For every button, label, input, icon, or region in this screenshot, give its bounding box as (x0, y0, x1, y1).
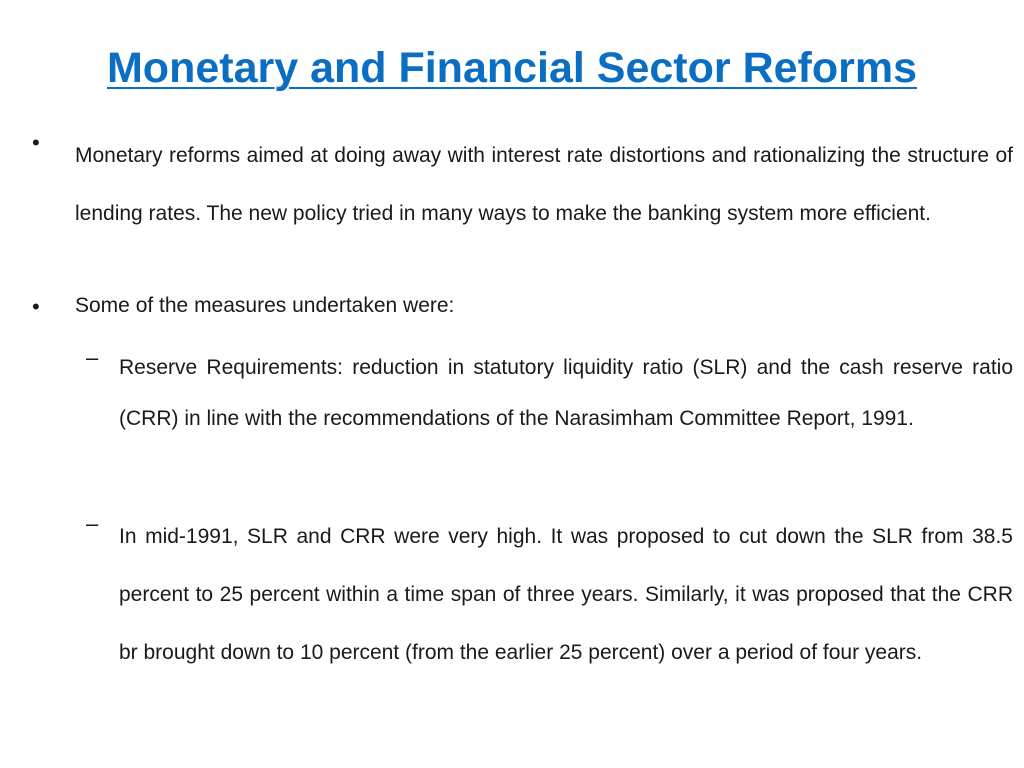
subitem-text-reserve-requirements: Reserve Requirements: reduction in statutory liquidity ratio (SLR) and the cash reserve ratio (CRR) in line with the recommendations of the Narasimham Committee Report, 1991. (119, 356, 1013, 430)
slide-title (0, 40, 1024, 96)
dash-marker: – (86, 511, 99, 536)
dash-marker: – (86, 345, 99, 370)
bullet-text-monetary-reforms: Monetary reforms aimed at doing away with interest rate distortions and rationalizing the structure of lending rates. The new policy tried in many ways to make the banking system more efficient. (75, 144, 1013, 225)
bullet-marker: • (32, 130, 40, 155)
bullet-marker: • (32, 294, 40, 319)
subitem-text-slr-crr: In mid-1991, SLR and CRR were very high. It was proposed to cut down the SLR from 38.5 percent to 25 percent within a time span of three years. Similarly, it was proposed that the CRR br brought down to 10 percent (from the earlier 25 percent) over a period of four years. (119, 525, 1013, 664)
bullet-text-measures: Some of the measures undertaken were: (75, 294, 455, 317)
slide-title-text: Monetary and Financial Sector Reforms (106, 44, 918, 92)
